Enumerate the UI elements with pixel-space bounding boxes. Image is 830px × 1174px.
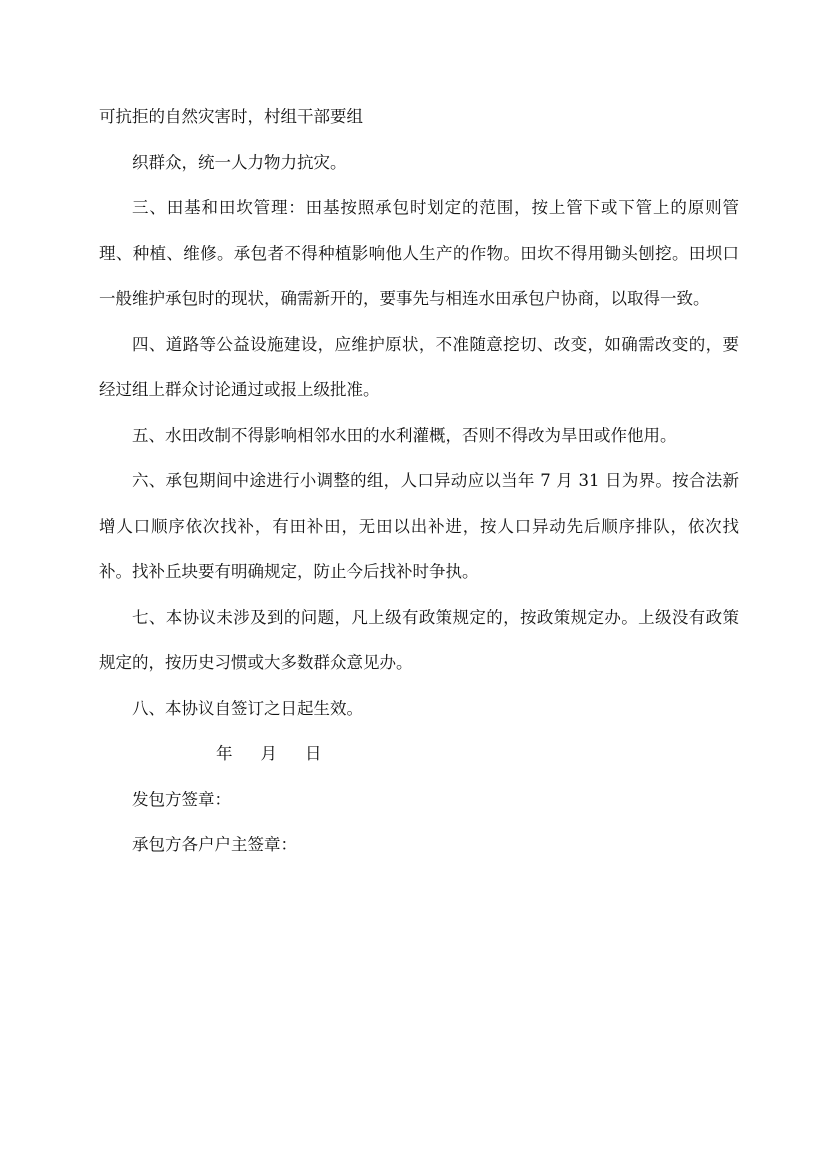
date-line [99,731,739,777]
date-month: 月 [260,744,277,763]
clause-3-field-ridge-management: 三、田基和田坎管理：田基按照承包时划定的范围，按上管下或下管上的原则管理、种植、维修。承包者不得种植影响他人生产的作物。田坎不得用锄头刨挖。田坝口一般维护承包时的现状，确需新开的，要事先与相连水田承包户协商，以取得一致。 [99,198,739,308]
document-body [99,94,739,868]
clause-8-effective-date: 八、本协议自签订之日起生效。 [132,698,363,718]
continued-line-1: 可抗拒的自然灾害时，村组干部要组 [99,107,363,126]
contractor-signature-label: 承包方各户户主签章： [132,835,297,854]
issuer-signature-label: 发包方签章： [132,789,231,809]
clause-5-paddy-conversion: 五、水田改制不得影响相邻水田的水利灌概，否则不得改为旱田或作他用。 [132,425,677,445]
clause-6-adjustment: 六、承包期间中途进行小调整的组，人口异动应以当年 7 月 31 日为界。按合法新增人口顺序依次找补，有田补田，无田以出补进，按人口异动先后顺序排队，依次找补。找补丘块要有明确规定，防止今后找补时争执。 [99,471,739,581]
date-day: 日 [305,744,322,763]
clause-7-unaddressed-issues: 七、本协议未涉及到的问题，凡上级有政策规定的，按政策规定办。上级没有政策规定的，按历史习惯或大多数群众意见办。 [99,607,739,672]
continued-line-2: 织群众，统一人力物力抗灾。 [132,152,347,172]
clause-4-road-facilities: 四、道路等公益设施建设，应维护原状，不准随意挖切、改变，如确需改变的，要经过组上群众讨论通过或报上级批准。 [99,334,739,399]
date-year: 年 [216,744,233,763]
